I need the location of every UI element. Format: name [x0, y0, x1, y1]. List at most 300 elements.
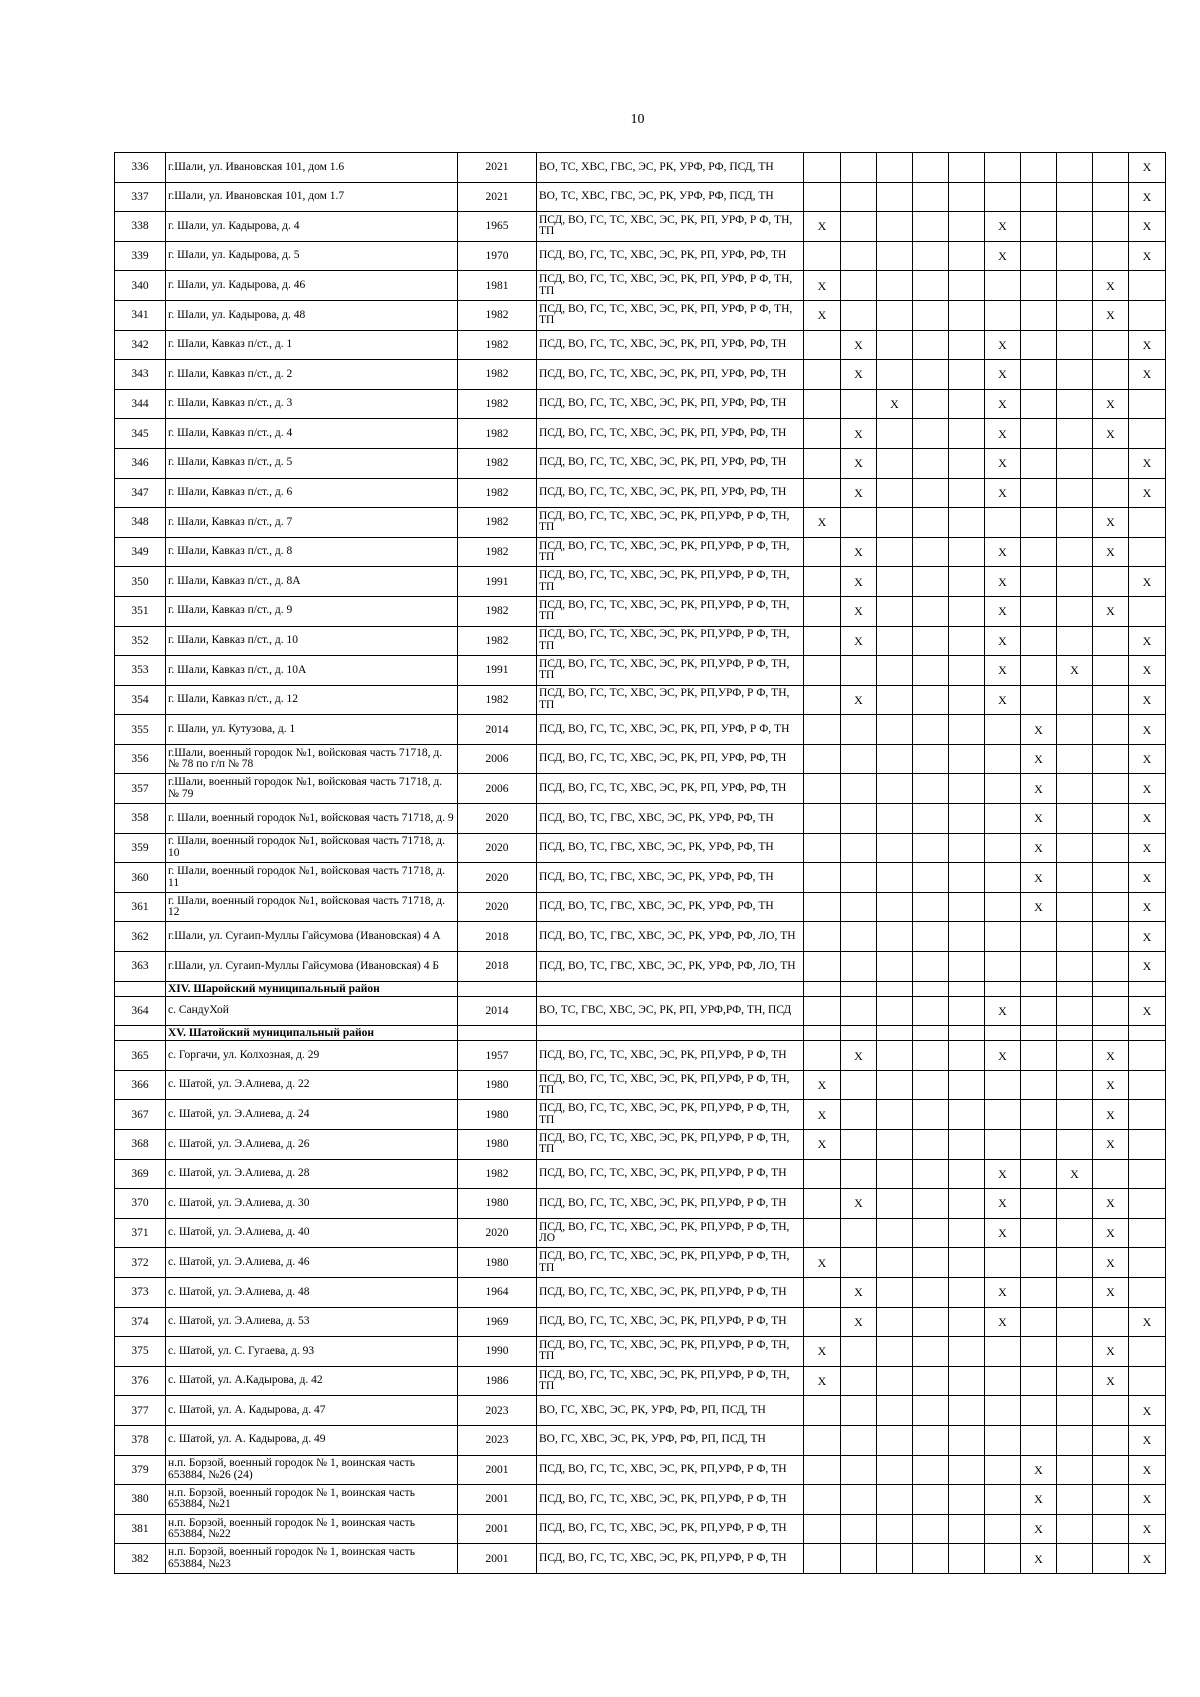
- year-cell: 2018: [458, 922, 537, 952]
- mark-cell-6: [985, 1070, 1021, 1100]
- mark-cell-4: [913, 1130, 949, 1160]
- mark-cell-9: Х: [1093, 419, 1129, 449]
- mark-cell-2: Х: [841, 537, 877, 567]
- mark-cell-10: Х: [1129, 1307, 1166, 1337]
- mark-cell-7: [1021, 567, 1057, 597]
- mark-cell-7: [1021, 153, 1057, 183]
- mark-cell-6: Х: [985, 537, 1021, 567]
- mark-cell-10: Х: [1129, 774, 1166, 804]
- mark-cell-10: [1129, 1041, 1166, 1071]
- section-title: XIV. Шаройский муниципальный район: [166, 981, 458, 996]
- mark-cell-10: Х: [1129, 952, 1166, 982]
- mark-cell-9: Х: [1093, 596, 1129, 626]
- mark-cell-5: [949, 1337, 985, 1367]
- mark-cell-6: [985, 833, 1021, 863]
- mark-cell-7: Х: [1021, 1514, 1057, 1544]
- mark-cell-1: [804, 537, 841, 567]
- mark-cell-2: [841, 182, 877, 212]
- empty-cell: [841, 981, 877, 996]
- mark-cell-1: Х: [804, 271, 841, 301]
- mark-cell-8: [1057, 626, 1093, 656]
- mark-cell-2: [841, 952, 877, 982]
- mark-cell-7: [1021, 1070, 1057, 1100]
- mark-cell-8: [1057, 1070, 1093, 1100]
- works-cell: ПСД, ВО, ТС, ГВС, ХВС, ЭС, РК, УРФ, РФ, ТН: [537, 833, 804, 863]
- year-cell: 1982: [458, 685, 537, 715]
- mark-cell-5: [949, 153, 985, 183]
- table-row: [115, 508, 1166, 538]
- mark-cell-3: [877, 744, 913, 774]
- mark-cell-4: [913, 419, 949, 449]
- works-cell: ПСД, ВО, ГС, ТС, ХВС, ЭС, РК, РП,УРФ, Р Ф, ТН: [537, 1455, 804, 1485]
- table-row: [115, 1130, 1166, 1160]
- mark-cell-1: [804, 1544, 841, 1574]
- mark-cell-1: [804, 1396, 841, 1426]
- mark-cell-9: [1093, 448, 1129, 478]
- mark-cell-10: Х: [1129, 567, 1166, 597]
- mark-cell-3: [877, 330, 913, 360]
- address-cell: н.п. Борзой, военный городок № 1, воинская часть 653884, №26 (24): [166, 1455, 458, 1485]
- mark-cell-2: [841, 1337, 877, 1367]
- address-cell: г.Шали, ул. Ивановская 101, дом 1.7: [166, 182, 458, 212]
- works-cell: ПСД, ВО, ГС, ТС, ХВС, ЭС, РК, РП, УРФ, РФ, ТН: [537, 744, 804, 774]
- address-cell: г. Шали, ул. Кадырова, д. 4: [166, 212, 458, 242]
- mark-cell-10: Х: [1129, 1514, 1166, 1544]
- mark-cell-8: [1057, 774, 1093, 804]
- row-number: 369: [115, 1159, 166, 1189]
- year-cell: 2001: [458, 1485, 537, 1515]
- mark-cell-4: [913, 1396, 949, 1426]
- mark-cell-7: [1021, 360, 1057, 390]
- mark-cell-7: Х: [1021, 863, 1057, 893]
- mark-cell-4: [913, 537, 949, 567]
- address-cell: с. Шатой, ул. Э.Алиева, д. 26: [166, 1130, 458, 1160]
- mark-cell-6: [985, 1100, 1021, 1130]
- mark-cell-8: [1057, 389, 1093, 419]
- row-number: 349: [115, 537, 166, 567]
- works-cell: ВО, ГС, ХВС, ЭС, РК, УРФ, РФ, РП, ПСД, ТН: [537, 1425, 804, 1455]
- mark-cell-1: [804, 656, 841, 686]
- mark-cell-2: [841, 1159, 877, 1189]
- mark-cell-8: [1057, 1041, 1093, 1071]
- address-cell: г. Шали, военный городок №1, войсковая часть 71718, д. 11: [166, 863, 458, 893]
- row-number: 382: [115, 1544, 166, 1574]
- mark-cell-10: Х: [1129, 153, 1166, 183]
- mark-cell-2: [841, 804, 877, 834]
- mark-cell-2: [841, 656, 877, 686]
- mark-cell-7: [1021, 419, 1057, 449]
- mark-cell-9: [1093, 1159, 1129, 1189]
- mark-cell-1: Х: [804, 212, 841, 242]
- mark-cell-5: [949, 448, 985, 478]
- mark-cell-2: [841, 1248, 877, 1278]
- mark-cell-5: [949, 212, 985, 242]
- mark-cell-7: [1021, 1041, 1057, 1071]
- works-cell: ПСД, ВО, ГС, ТС, ХВС, ЭС, РК, РП, УРФ, Р Ф, ТН, ТП: [537, 271, 804, 301]
- row-number: 365: [115, 1041, 166, 1071]
- mark-cell-6: [985, 952, 1021, 982]
- table-row: [115, 478, 1166, 508]
- address-cell: с. Шатой, ул. Э.Алиева, д. 53: [166, 1307, 458, 1337]
- mark-cell-8: [1057, 241, 1093, 271]
- mark-cell-2: Х: [841, 1041, 877, 1071]
- works-cell: ВО, ТС, ХВС, ГВС, ЭС, РК, УРФ, РФ, ПСД, ТН: [537, 182, 804, 212]
- mark-cell-6: [985, 1544, 1021, 1574]
- works-cell: ПСД, ВО, ГС, ТС, ХВС, ЭС, РК, РП,УРФ, Р Ф, ТН, ТП: [537, 1130, 804, 1160]
- table-row: [115, 1337, 1166, 1367]
- row-number: 353: [115, 656, 166, 686]
- row-number: 363: [115, 952, 166, 982]
- address-cell: г. Шали, Кавказ п/ст., д. 7: [166, 508, 458, 538]
- mark-cell-6: [985, 508, 1021, 538]
- mark-cell-6: [985, 922, 1021, 952]
- mark-cell-7: [1021, 448, 1057, 478]
- works-cell: ПСД, ВО, ГС, ТС, ХВС, ЭС, РК, РП,УРФ, Р Ф, ТН: [537, 1159, 804, 1189]
- table-row: [115, 685, 1166, 715]
- mark-cell-8: [1057, 1130, 1093, 1160]
- mark-cell-10: Х: [1129, 626, 1166, 656]
- row-number: 372: [115, 1248, 166, 1278]
- mark-cell-5: [949, 330, 985, 360]
- mark-cell-6: Х: [985, 241, 1021, 271]
- row-number: 351: [115, 596, 166, 626]
- mark-cell-7: [1021, 182, 1057, 212]
- mark-cell-8: [1057, 863, 1093, 893]
- empty-cell: [804, 981, 841, 996]
- mark-cell-4: [913, 1248, 949, 1278]
- empty-cell: [458, 981, 537, 996]
- mark-cell-4: [913, 330, 949, 360]
- table-row: [115, 774, 1166, 804]
- mark-cell-8: [1057, 1218, 1093, 1248]
- table-row: [115, 300, 1166, 330]
- mark-cell-6: Х: [985, 419, 1021, 449]
- mark-cell-10: Х: [1129, 863, 1166, 893]
- mark-cell-3: [877, 300, 913, 330]
- mark-cell-6: [985, 774, 1021, 804]
- mark-cell-5: [949, 567, 985, 597]
- mark-cell-3: [877, 508, 913, 538]
- empty-cell: [1057, 981, 1093, 996]
- mark-cell-2: [841, 241, 877, 271]
- mark-cell-1: [804, 1425, 841, 1455]
- mark-cell-10: [1129, 596, 1166, 626]
- mark-cell-1: [804, 1514, 841, 1544]
- table-row: [115, 212, 1166, 242]
- row-number: 375: [115, 1337, 166, 1367]
- year-cell: 1980: [458, 1248, 537, 1278]
- row-number-cell: [115, 1026, 166, 1041]
- mark-cell-5: [949, 1425, 985, 1455]
- mark-cell-7: [1021, 1366, 1057, 1396]
- works-cell: ПСД, ВО, ТС, ГВС, ХВС, ЭС, РК, УРФ, РФ, ЛО, ТН: [537, 952, 804, 982]
- row-number: 379: [115, 1455, 166, 1485]
- mark-cell-6: Х: [985, 596, 1021, 626]
- mark-cell-8: [1057, 1544, 1093, 1574]
- table-row: [115, 596, 1166, 626]
- table-body: [115, 153, 1166, 1574]
- mark-cell-7: [1021, 389, 1057, 419]
- mark-cell-10: [1129, 419, 1166, 449]
- table-row: [115, 419, 1166, 449]
- mark-cell-4: [913, 1189, 949, 1219]
- mark-cell-10: Х: [1129, 892, 1166, 922]
- mark-cell-9: [1093, 744, 1129, 774]
- empty-cell: [949, 1026, 985, 1041]
- mark-cell-3: [877, 271, 913, 301]
- table-row: [115, 1485, 1166, 1515]
- mark-cell-10: [1129, 1189, 1166, 1219]
- row-number: 347: [115, 478, 166, 508]
- year-cell: 1991: [458, 567, 537, 597]
- mark-cell-4: [913, 478, 949, 508]
- address-cell: г. Шали, Кавказ п/ст., д. 10: [166, 626, 458, 656]
- mark-cell-1: Х: [804, 300, 841, 330]
- mark-cell-5: [949, 508, 985, 538]
- mark-cell-4: [913, 448, 949, 478]
- mark-cell-9: [1093, 952, 1129, 982]
- mark-cell-2: Х: [841, 478, 877, 508]
- empty-cell: [841, 1026, 877, 1041]
- row-number: 364: [115, 996, 166, 1026]
- mark-cell-8: [1057, 1307, 1093, 1337]
- mark-cell-10: [1129, 1337, 1166, 1367]
- mark-cell-10: Х: [1129, 1455, 1166, 1485]
- year-cell: 2020: [458, 863, 537, 893]
- mark-cell-1: [804, 685, 841, 715]
- mark-cell-2: [841, 1100, 877, 1130]
- mark-cell-10: Х: [1129, 685, 1166, 715]
- mark-cell-1: [804, 1041, 841, 1071]
- works-cell: ПСД, ВО, ГС, ТС, ХВС, ЭС, РК, РП,УРФ, Р Ф, ТН, ТП: [537, 567, 804, 597]
- mark-cell-5: [949, 596, 985, 626]
- mark-cell-8: [1057, 922, 1093, 952]
- row-number: 380: [115, 1485, 166, 1515]
- row-number: 337: [115, 182, 166, 212]
- mark-cell-3: [877, 626, 913, 656]
- year-cell: 2001: [458, 1544, 537, 1574]
- mark-cell-3: [877, 1425, 913, 1455]
- year-cell: 1982: [458, 478, 537, 508]
- mark-cell-3: [877, 685, 913, 715]
- empty-cell: [985, 1026, 1021, 1041]
- mark-cell-10: [1129, 1100, 1166, 1130]
- mark-cell-3: [877, 596, 913, 626]
- mark-cell-2: [841, 1425, 877, 1455]
- year-cell: 2020: [458, 833, 537, 863]
- year-cell: 1982: [458, 448, 537, 478]
- mark-cell-4: [913, 996, 949, 1026]
- mark-cell-10: Х: [1129, 996, 1166, 1026]
- mark-cell-7: [1021, 1130, 1057, 1160]
- mark-cell-4: [913, 182, 949, 212]
- row-number: 336: [115, 153, 166, 183]
- mark-cell-8: [1057, 508, 1093, 538]
- year-cell: 1964: [458, 1277, 537, 1307]
- mark-cell-4: [913, 508, 949, 538]
- address-cell: н.п. Борзой, военный городок № 1, воинская часть 653884, №21: [166, 1485, 458, 1515]
- mark-cell-9: [1093, 892, 1129, 922]
- mark-cell-6: Х: [985, 1307, 1021, 1337]
- row-number-cell: [115, 981, 166, 996]
- year-cell: 1982: [458, 360, 537, 390]
- mark-cell-9: Х: [1093, 1337, 1129, 1367]
- mark-cell-8: [1057, 212, 1093, 242]
- mark-cell-10: Х: [1129, 656, 1166, 686]
- mark-cell-10: Х: [1129, 330, 1166, 360]
- mark-cell-3: [877, 182, 913, 212]
- mark-cell-8: [1057, 996, 1093, 1026]
- mark-cell-5: [949, 715, 985, 745]
- mark-cell-3: [877, 1455, 913, 1485]
- mark-cell-9: [1093, 715, 1129, 745]
- row-number: 374: [115, 1307, 166, 1337]
- works-cell: ПСД, ВО, ГС, ТС, ХВС, ЭС, РК, РП, УРФ, РФ, ТН: [537, 360, 804, 390]
- mark-cell-1: [804, 567, 841, 597]
- mark-cell-4: [913, 774, 949, 804]
- mark-cell-2: [841, 1070, 877, 1100]
- address-cell: г. Шали, ул. Кадырова, д. 5: [166, 241, 458, 271]
- mark-cell-3: [877, 1248, 913, 1278]
- row-number: 339: [115, 241, 166, 271]
- mark-cell-3: [877, 537, 913, 567]
- mark-cell-10: [1129, 300, 1166, 330]
- mark-cell-5: [949, 1485, 985, 1515]
- mark-cell-7: [1021, 271, 1057, 301]
- year-cell: 2014: [458, 996, 537, 1026]
- housing-register-table: [114, 152, 1166, 1574]
- mark-cell-9: [1093, 1425, 1129, 1455]
- address-cell: г. Шали, Кавказ п/ст., д. 8: [166, 537, 458, 567]
- mark-cell-8: [1057, 300, 1093, 330]
- mark-cell-2: Х: [841, 419, 877, 449]
- table-row: [115, 330, 1166, 360]
- mark-cell-3: [877, 952, 913, 982]
- mark-cell-2: [841, 389, 877, 419]
- address-cell: с. Шатой, ул. Э.Алиева, д. 40: [166, 1218, 458, 1248]
- row-number: 357: [115, 774, 166, 804]
- mark-cell-2: [841, 996, 877, 1026]
- works-cell: ВО, ТС, ХВС, ГВС, ЭС, РК, УРФ, РФ, ПСД, ТН: [537, 153, 804, 183]
- mark-cell-3: [877, 1159, 913, 1189]
- mark-cell-7: [1021, 1337, 1057, 1367]
- row-number: 359: [115, 833, 166, 863]
- mark-cell-9: [1093, 1485, 1129, 1515]
- mark-cell-5: [949, 271, 985, 301]
- mark-cell-6: [985, 153, 1021, 183]
- mark-cell-6: [985, 1396, 1021, 1426]
- mark-cell-4: [913, 892, 949, 922]
- mark-cell-6: Х: [985, 1159, 1021, 1189]
- table-row: [115, 626, 1166, 656]
- mark-cell-3: [877, 1396, 913, 1426]
- mark-cell-1: [804, 1307, 841, 1337]
- year-cell: 2023: [458, 1425, 537, 1455]
- section-row: [115, 981, 1166, 996]
- mark-cell-6: [985, 182, 1021, 212]
- mark-cell-9: [1093, 478, 1129, 508]
- mark-cell-3: [877, 419, 913, 449]
- mark-cell-8: [1057, 1396, 1093, 1426]
- mark-cell-5: [949, 1041, 985, 1071]
- mark-cell-3: Х: [877, 389, 913, 419]
- year-cell: 1982: [458, 389, 537, 419]
- mark-cell-10: Х: [1129, 478, 1166, 508]
- mark-cell-6: Х: [985, 996, 1021, 1026]
- works-cell: ПСД, ВО, ТС, ГВС, ХВС, ЭС, РК, УРФ, РФ, ТН: [537, 892, 804, 922]
- mark-cell-10: Х: [1129, 744, 1166, 774]
- row-number: 368: [115, 1130, 166, 1160]
- mark-cell-8: [1057, 360, 1093, 390]
- row-number: 356: [115, 744, 166, 774]
- empty-cell: [877, 981, 913, 996]
- mark-cell-5: [949, 774, 985, 804]
- mark-cell-1: [804, 626, 841, 656]
- mark-cell-5: [949, 1366, 985, 1396]
- row-number: 355: [115, 715, 166, 745]
- mark-cell-2: [841, 212, 877, 242]
- row-number: 354: [115, 685, 166, 715]
- mark-cell-8: [1057, 153, 1093, 183]
- year-cell: 1980: [458, 1130, 537, 1160]
- mark-cell-6: [985, 1130, 1021, 1160]
- mark-cell-10: Х: [1129, 1425, 1166, 1455]
- mark-cell-8: [1057, 1425, 1093, 1455]
- mark-cell-1: [804, 596, 841, 626]
- mark-cell-1: [804, 1455, 841, 1485]
- mark-cell-8: [1057, 1100, 1093, 1130]
- table-row: [115, 744, 1166, 774]
- mark-cell-4: [913, 626, 949, 656]
- table-row: [115, 182, 1166, 212]
- table-row: [115, 537, 1166, 567]
- mark-cell-9: [1093, 153, 1129, 183]
- mark-cell-1: [804, 1485, 841, 1515]
- mark-cell-9: Х: [1093, 271, 1129, 301]
- empty-cell: [1057, 1026, 1093, 1041]
- mark-cell-7: [1021, 922, 1057, 952]
- mark-cell-4: [913, 241, 949, 271]
- mark-cell-10: Х: [1129, 182, 1166, 212]
- mark-cell-4: [913, 804, 949, 834]
- works-cell: ПСД, ВО, ТС, ГВС, ХВС, ЭС, РК, УРФ, РФ, ЛО, ТН: [537, 922, 804, 952]
- mark-cell-8: [1057, 1514, 1093, 1544]
- mark-cell-1: [804, 360, 841, 390]
- row-number: 342: [115, 330, 166, 360]
- mark-cell-3: [877, 153, 913, 183]
- mark-cell-4: [913, 212, 949, 242]
- mark-cell-2: Х: [841, 330, 877, 360]
- mark-cell-8: [1057, 685, 1093, 715]
- mark-cell-7: [1021, 996, 1057, 1026]
- mark-cell-3: [877, 922, 913, 952]
- mark-cell-9: Х: [1093, 537, 1129, 567]
- mark-cell-5: [949, 241, 985, 271]
- mark-cell-5: [949, 656, 985, 686]
- mark-cell-1: [804, 892, 841, 922]
- mark-cell-1: [804, 448, 841, 478]
- mark-cell-5: [949, 300, 985, 330]
- mark-cell-6: [985, 1485, 1021, 1515]
- table-row: [115, 1189, 1166, 1219]
- mark-cell-7: Х: [1021, 774, 1057, 804]
- mark-cell-7: Х: [1021, 715, 1057, 745]
- mark-cell-2: [841, 922, 877, 952]
- mark-cell-6: Х: [985, 448, 1021, 478]
- mark-cell-5: [949, 1070, 985, 1100]
- works-cell: ПСД, ВО, ГС, ТС, ХВС, ЭС, РК, РП,УРФ, Р Ф, ТН: [537, 1277, 804, 1307]
- mark-cell-3: [877, 567, 913, 597]
